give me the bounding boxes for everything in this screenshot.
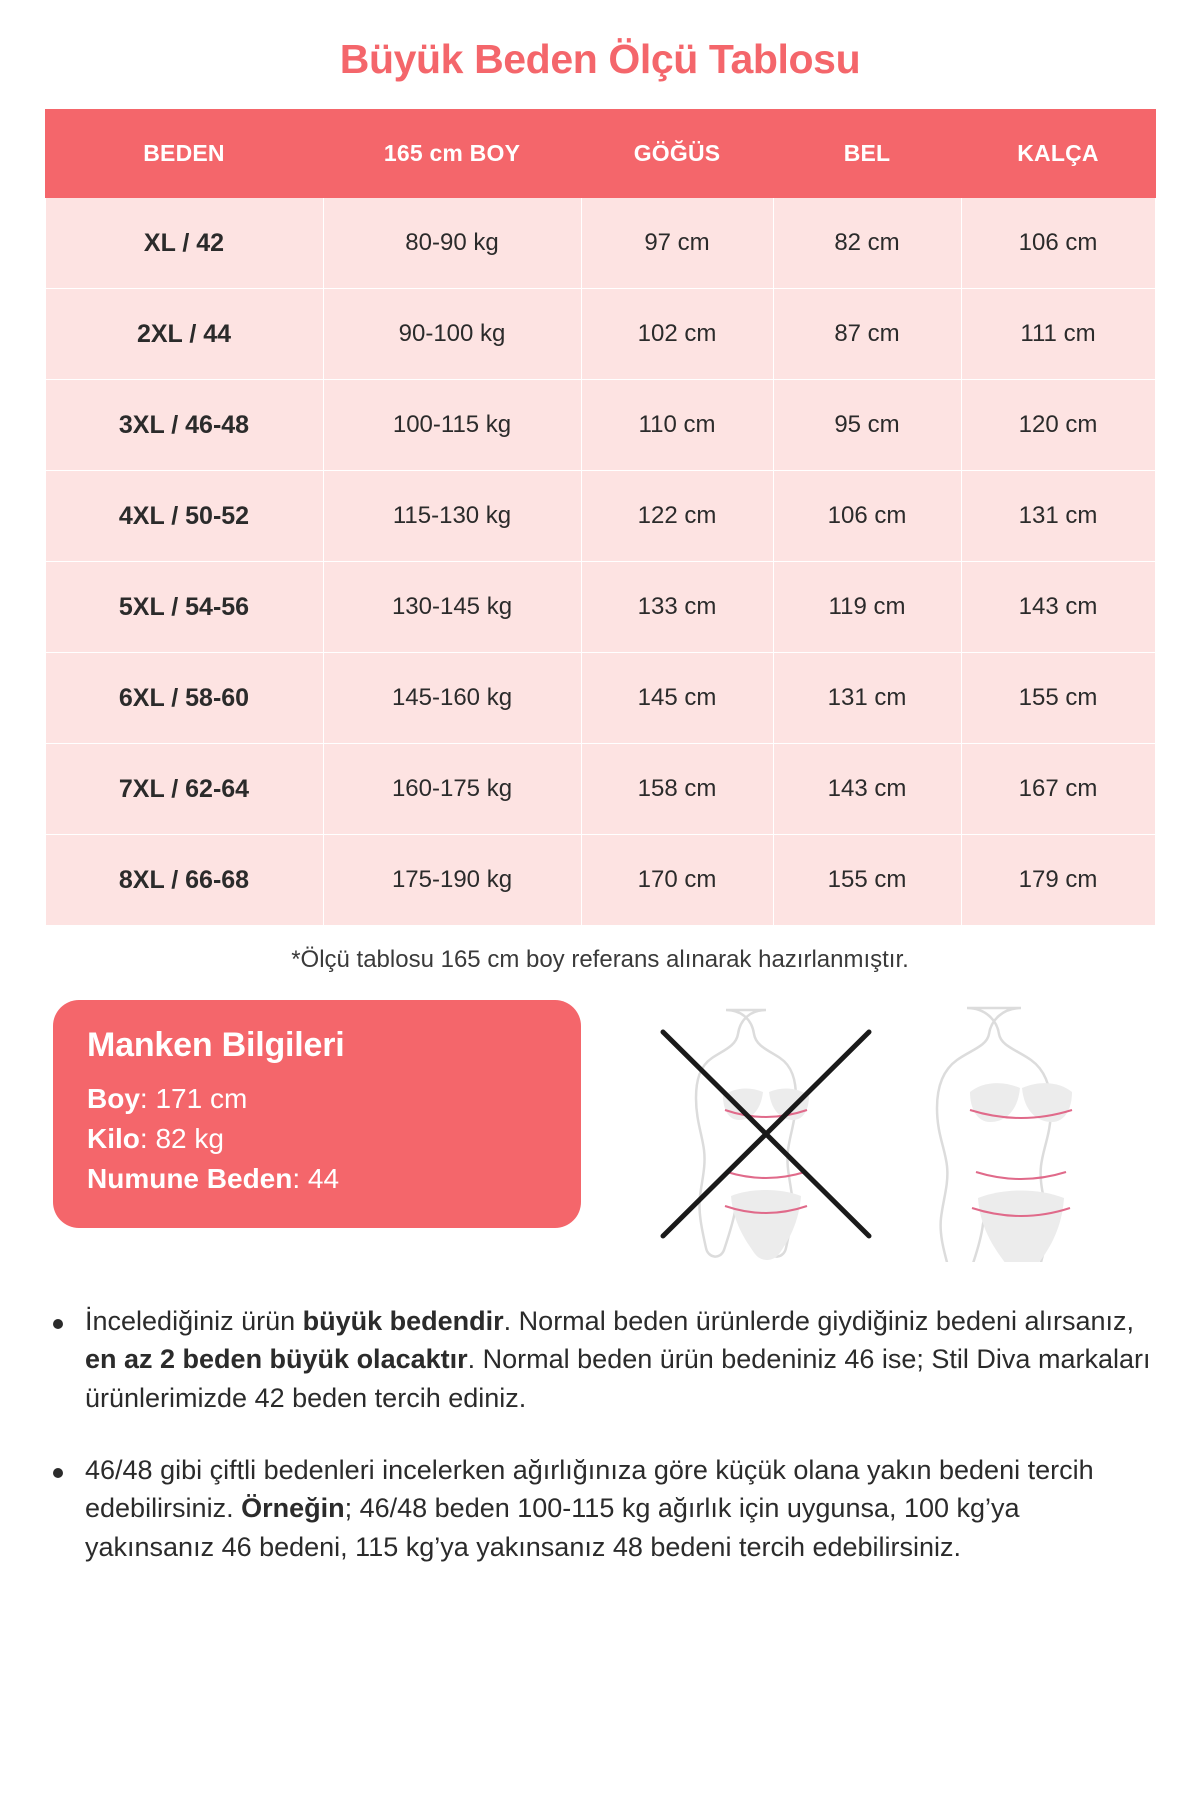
cell-bust: 170 cm	[581, 835, 773, 926]
model-weight-label: Kilo	[87, 1122, 140, 1154]
cell-bust: 97 cm	[581, 198, 773, 289]
cell-size: 7XL / 62-64	[45, 744, 323, 835]
list-item	[53, 1451, 1155, 1566]
table-row	[45, 744, 1155, 835]
cell-size: 8XL / 66-68	[45, 835, 323, 926]
table-row	[45, 835, 1155, 926]
cell-bust: 158 cm	[581, 744, 773, 835]
cell-hip: 120 cm	[961, 380, 1155, 471]
model-weight	[87, 1119, 547, 1159]
size-table	[45, 109, 1156, 926]
model-sample-size-label: Numune Beden	[87, 1162, 293, 1194]
cell-bust: 122 cm	[581, 471, 773, 562]
list-item	[53, 1302, 1155, 1417]
cell-size: 3XL / 46-48	[45, 380, 323, 471]
cell-hip: 106 cm	[961, 198, 1155, 289]
notes-list	[45, 1302, 1155, 1566]
note-2-bold-1: Örneğin	[241, 1493, 345, 1524]
note-2-part-2: ; 46/48 beden 100-115 kg ağırlık için uygunsa, 100 kg’ya yakınsanız 46 bedeni, 115 kg’ya yakınsanız 48 bedeni tercih edebilirsiniz.	[85, 1493, 1020, 1562]
cell-waist: 155 cm	[773, 835, 961, 926]
cell-size: 6XL / 58-60	[45, 653, 323, 744]
cell-waist: 87 cm	[773, 289, 961, 380]
bullet-icon	[53, 1319, 63, 1329]
table-row	[45, 562, 1155, 653]
cell-weight: 100-115 kg	[323, 380, 581, 471]
table-header-row	[45, 110, 1155, 198]
note-text	[85, 1451, 1155, 1566]
cell-waist: 119 cm	[773, 562, 961, 653]
table-row	[45, 653, 1155, 744]
page-title: Büyük Beden Ölçü Tablosu	[339, 36, 861, 82]
cell-bust: 145 cm	[581, 653, 773, 744]
cell-weight: 90-100 kg	[323, 289, 581, 380]
cell-waist: 95 cm	[773, 380, 961, 471]
table-row	[45, 289, 1155, 380]
cell-weight: 80-90 kg	[323, 198, 581, 289]
model-sample-size	[87, 1159, 547, 1199]
cell-size: 5XL / 54-56	[45, 562, 323, 653]
cell-bust: 110 cm	[581, 380, 773, 471]
cell-weight: 175-190 kg	[323, 835, 581, 926]
model-sample-size-value: : 44	[292, 1162, 340, 1194]
note-1-part-1: İncelediğiniz ürün	[85, 1306, 303, 1336]
table-row	[45, 471, 1155, 562]
table-row	[45, 380, 1155, 471]
note-1-part-3: . Normal beden ürün bedeniniz 46 ise; Stil Diva markaları ürünlerimizde 42 beden tercih ediniz.	[85, 1344, 1151, 1413]
cell-hip: 111 cm	[961, 289, 1155, 380]
column-header-kalca: KALÇA	[961, 110, 1155, 198]
bullet-icon	[53, 1468, 63, 1478]
cell-waist: 131 cm	[773, 653, 961, 744]
model-height-value: : 171 cm	[139, 1083, 248, 1114]
note-2-part-1: 46/48 gibi çiftli bedenleri incelerken ağırlığınıza göre küçük olana yakın bedeni tercih edebilirsiniz.	[85, 1454, 1094, 1524]
plus-size-body-silhouette-measure-icon	[906, 1000, 1136, 1262]
cell-waist: 82 cm	[773, 198, 961, 289]
cell-weight: 145-160 kg	[323, 653, 581, 744]
cell-hip: 155 cm	[961, 653, 1155, 744]
body-figures	[641, 1000, 1155, 1268]
cell-bust: 133 cm	[581, 562, 773, 653]
column-header-bel: BEL	[773, 110, 961, 198]
model-info-card	[53, 1000, 581, 1228]
table-footnote: *Ölçü tablosu 165 cm boy referans alınarak hazırlanmıştır.	[291, 946, 909, 973]
model-height-label: Boy	[87, 1083, 140, 1114]
note-1-bold-2: en az 2 beden büyük olacaktır	[85, 1344, 468, 1375]
model-info-section	[45, 1000, 1155, 1268]
note-text	[85, 1302, 1155, 1417]
female-body-silhouette-crossed-icon	[651, 1000, 881, 1262]
column-header-boy: 165 cm BOY	[323, 110, 581, 198]
column-header-beden: BEDEN	[45, 110, 323, 198]
cell-hip: 167 cm	[961, 744, 1155, 835]
cell-size: 4XL / 50-52	[45, 471, 323, 562]
note-1-bold-1: büyük bedendir	[302, 1306, 504, 1336]
cell-weight: 130-145 kg	[323, 562, 581, 653]
cell-hip: 131 cm	[961, 471, 1155, 562]
cell-weight: 160-175 kg	[323, 744, 581, 835]
cell-size: 2XL / 44	[45, 289, 323, 380]
model-weight-value: : 82 kg	[139, 1122, 224, 1154]
column-header-gogus: GÖĞÜS	[581, 110, 773, 198]
cell-size: XL / 42	[45, 198, 323, 289]
cell-weight: 115-130 kg	[323, 471, 581, 562]
cell-waist: 106 cm	[773, 471, 961, 562]
cell-hip: 179 cm	[961, 835, 1155, 926]
cell-waist: 143 cm	[773, 744, 961, 835]
model-info-heading: Manken Bilgileri	[87, 1026, 345, 1064]
note-1-part-2: . Normal beden ürünlerde giydiğiniz bedeni alırsanız,	[503, 1306, 1135, 1336]
table-row	[45, 198, 1155, 289]
cell-hip: 143 cm	[961, 562, 1155, 653]
model-height	[87, 1079, 547, 1119]
cell-bust: 102 cm	[581, 289, 773, 380]
